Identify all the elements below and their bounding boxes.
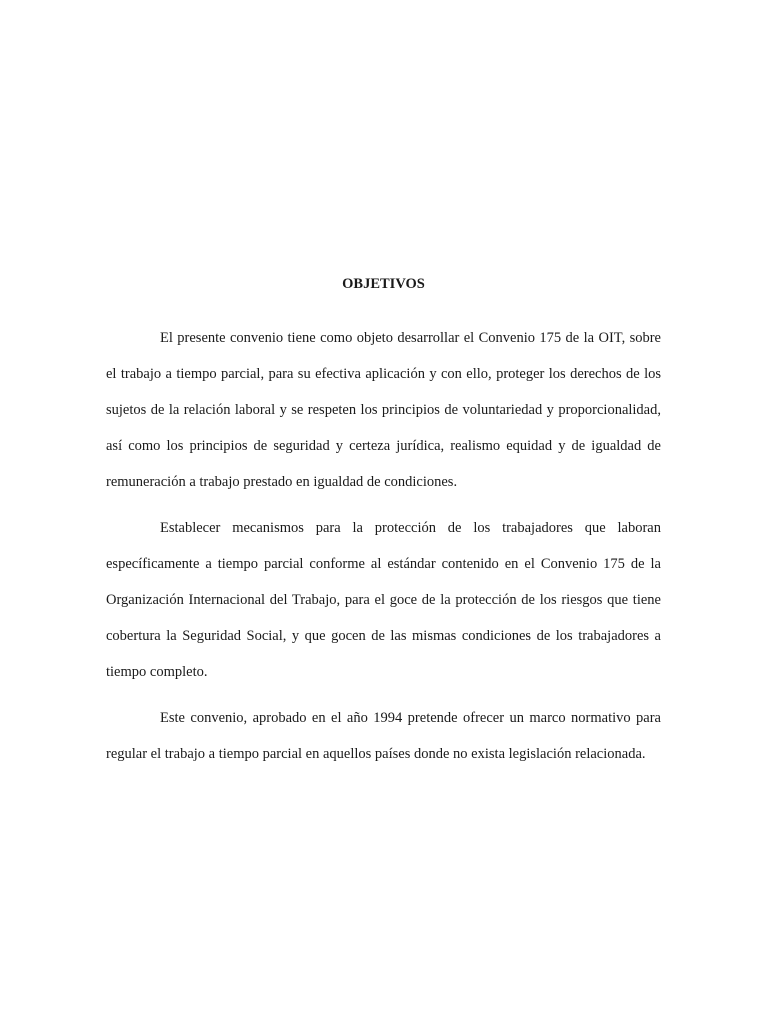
paragraph-1: El presente convenio tiene como objeto desarrollar el Convenio 175 de la OIT, sobre el trabajo a tiempo parcial, para su efectiva aplicación y con ello, proteger los derechos de los sujetos de la relación laboral y se respeten los principios de voluntariedad y proporcionalidad, así como los principios de seguridad y certeza jurídica, realismo equidad y de igualdad de remuneración a trabajo prestado en igualdad de condiciones. xyxy=(106,330,661,490)
paragraph-2: Establecer mecanismos para la protección de los trabajadores que laboran específicamente a tiempo parcial conforme al estándar contenido en el Convenio 175 de la Organización Internacional del Trabajo, para el goce de la protección de los riesgos que tiene cobertura la Seguridad Social, y que gocen de las mismas condiciones de los trabajadores a tiempo completo. xyxy=(106,520,661,680)
paragraph-3: Este convenio, aprobado en el año 1994 pretende ofrecer un marco normativo para regular el trabajo a tiempo parcial en aquellos países donde no exista legislación relacionada. xyxy=(106,710,661,762)
document-body xyxy=(106,270,661,782)
document-title: OBJETIVOS xyxy=(342,276,425,292)
